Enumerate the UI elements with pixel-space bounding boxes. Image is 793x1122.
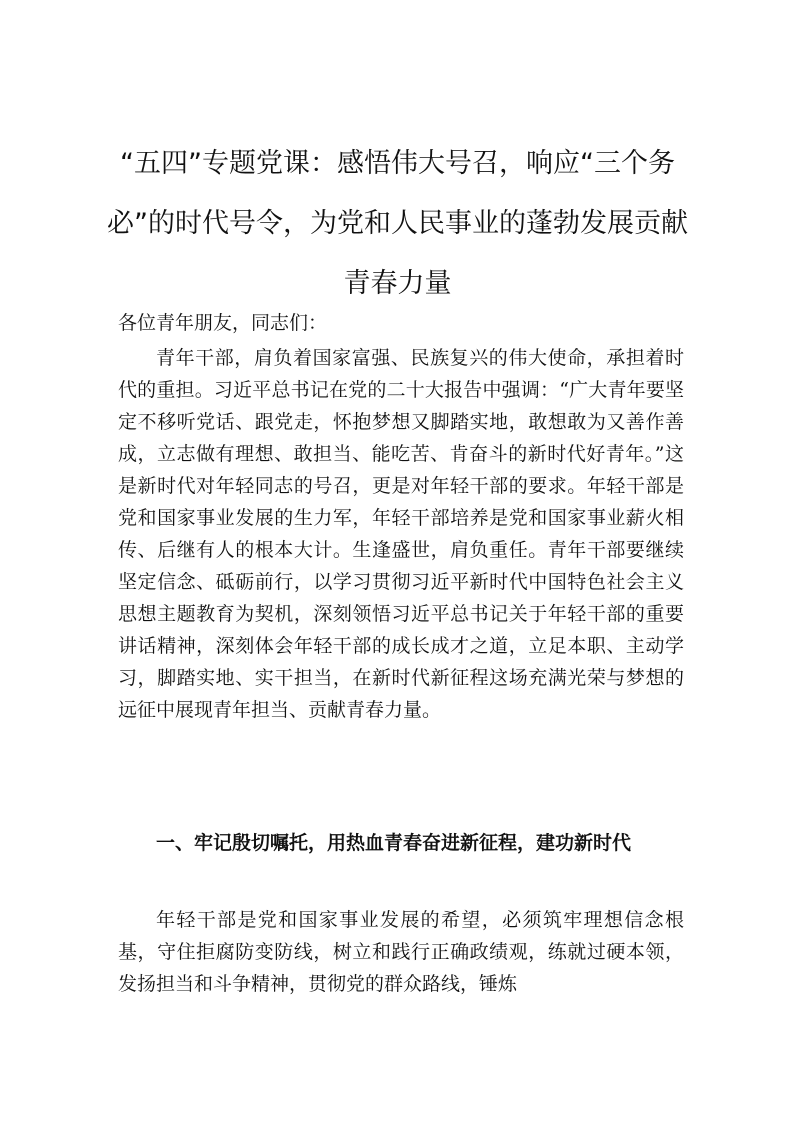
greeting: 各位青年朋友，同志们： [118,312,328,334]
section-heading-1: 一、牢记殷切嘱托，用热血青春奋进新征程，建功新时代 [156,832,632,854]
paragraph-section-1: 年轻干部是党和国家事业发展的希望，必须筑牢理想信念根基，守住拒腐防变防线，树立和践行正确政绩观，练就过硬本领，发扬担当和斗争精神，贯彻党的群众路线，锤炼 [118,909,684,995]
paragraph-intro: 青年干部，肩负着国家富强、民族复兴的伟大使命，承担着时代的重担。习近平总书记在党的二十大报告中强调：“广大青年要坚定不移听党话、跟党走，怀抱梦想又脚踏实地，敢想敢为又善作善成，立志做有理想、敢担当、能吃苦、肯奋斗的新时代好青年。”这是新时代对年轻同志的号召，更是对年轻干部的要求。年轻干部是党和国家事业发展的生力军，年轻干部培养是党和国家事业薪火相传、后继有人的根本大计。生逢盛世，肩负重任。青年干部要继续坚定信念、砥砺前行，以学习贯彻习近平新时代中国特色社会主义思想主题教育为契机，深刻领悟习近平总书记关于年轻干部的重要讲话精神，深刻体会年轻干部的成长成才之道，立足本职、主动学习，脚踏实地、实干担当，在新时代新征程这场充满光荣与梦想的远征中展现青年担当、贡献青春力量。 [118,347,684,721]
document-title: “五四”专题党课：感悟伟大号召，响应“三个务必”的时代号令，为党和人民事业的蓬勃发展贡献青春力量 [107,148,688,299]
